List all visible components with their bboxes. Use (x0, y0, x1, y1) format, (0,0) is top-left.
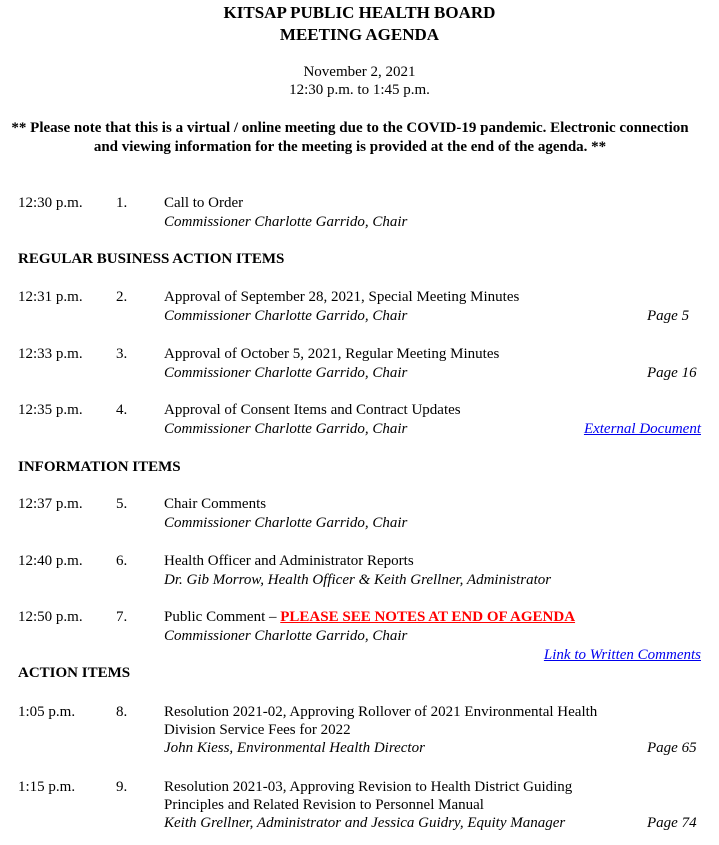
public-comment-notes-link[interactable]: PLEASE SEE NOTES AT END OF AGENDA (280, 609, 576, 625)
item-title: Call to Order (164, 195, 244, 211)
item-title: Approval of September 28, 2021, Special Meeting Minutes (164, 289, 520, 305)
item-title: Chair Comments (164, 496, 267, 512)
item-number: 1. (116, 195, 128, 211)
item-presenter: Commissioner Charlotte Garrido, Chair (164, 365, 408, 381)
page-reference: Page 65 (647, 740, 697, 756)
meeting-time-range: 12:30 p.m. to 1:45 p.m. (289, 82, 430, 98)
item-number: 3. (116, 346, 128, 362)
item-time: 12:31 p.m. (18, 289, 83, 305)
section-heading-information: INFORMATION ITEMS (18, 459, 181, 475)
item-title-continued: Division Service Fees for 2022 (164, 722, 351, 738)
section-heading-action: ACTION ITEMS (18, 665, 131, 681)
section-heading-regular-business: REGULAR BUSINESS ACTION ITEMS (18, 251, 285, 267)
item-title-line (164, 608, 575, 627)
item-time: 1:15 p.m. (18, 779, 76, 795)
item-title: Approval of Consent Items and Contract Updates (164, 402, 461, 418)
item-presenter: John Kiess, Environmental Health Director (164, 740, 425, 756)
item-time: 12:35 p.m. (18, 402, 83, 418)
item-time: 12:30 p.m. (18, 195, 83, 211)
item-number: 7. (116, 609, 128, 625)
item-title: Public Comment – (164, 609, 281, 625)
page-reference: Page 74 (647, 815, 697, 831)
item-title: Resolution 2021-02, Approving Rollover of 2021 Environmental Health (164, 704, 598, 720)
item-presenter: Dr. Gib Morrow, Health Officer & Keith Grellner, Administrator (164, 572, 552, 588)
item-time: 12:37 p.m. (18, 496, 83, 512)
item-number: 2. (116, 289, 128, 305)
item-presenter: Commissioner Charlotte Garrido, Chair (164, 628, 408, 644)
item-title: Approval of October 5, 2021, Regular Meeting Minutes (164, 346, 500, 362)
board-title: KITSAP PUBLIC HEALTH BOARD (223, 3, 496, 22)
item-number: 9. (116, 779, 128, 795)
page-reference: Page 5 (647, 308, 690, 324)
item-number: 4. (116, 402, 128, 418)
item-title: Resolution 2021-03, Approving Revision to Health District Guiding (164, 779, 573, 795)
item-title: Health Officer and Administrator Reports (164, 553, 414, 569)
external-document-link[interactable]: External Document (583, 421, 701, 437)
meeting-date: November 2, 2021 (303, 64, 416, 80)
item-number: 5. (116, 496, 128, 512)
page-reference: Page 16 (647, 365, 697, 381)
item-time: 12:50 p.m. (18, 609, 83, 625)
item-presenter: Commissioner Charlotte Garrido, Chair (164, 214, 408, 230)
item-time: 12:40 p.m. (18, 553, 83, 569)
virtual-meeting-notice: ** Please note that this is a virtual / online meeting due to the COVID-19 pandemic. Electronic connection and viewing information for the meeting is provided at the end of the agenda. ** (11, 120, 689, 155)
item-time: 12:33 p.m. (18, 346, 83, 362)
item-title-continued: Principles and Related Revision to Personnel Manual (164, 797, 484, 813)
written-comments-link[interactable]: Link to Written Comments (543, 647, 701, 663)
item-number: 8. (116, 704, 128, 720)
item-presenter: Keith Grellner, Administrator and Jessica Guidry, Equity Manager (164, 815, 566, 831)
item-time: 1:05 p.m. (18, 704, 76, 720)
agenda-title: MEETING AGENDA (279, 25, 440, 44)
item-number: 6. (116, 553, 128, 569)
item-presenter: Commissioner Charlotte Garrido, Chair (164, 515, 408, 531)
item-presenter: Commissioner Charlotte Garrido, Chair (164, 421, 408, 437)
item-presenter: Commissioner Charlotte Garrido, Chair (164, 308, 408, 324)
